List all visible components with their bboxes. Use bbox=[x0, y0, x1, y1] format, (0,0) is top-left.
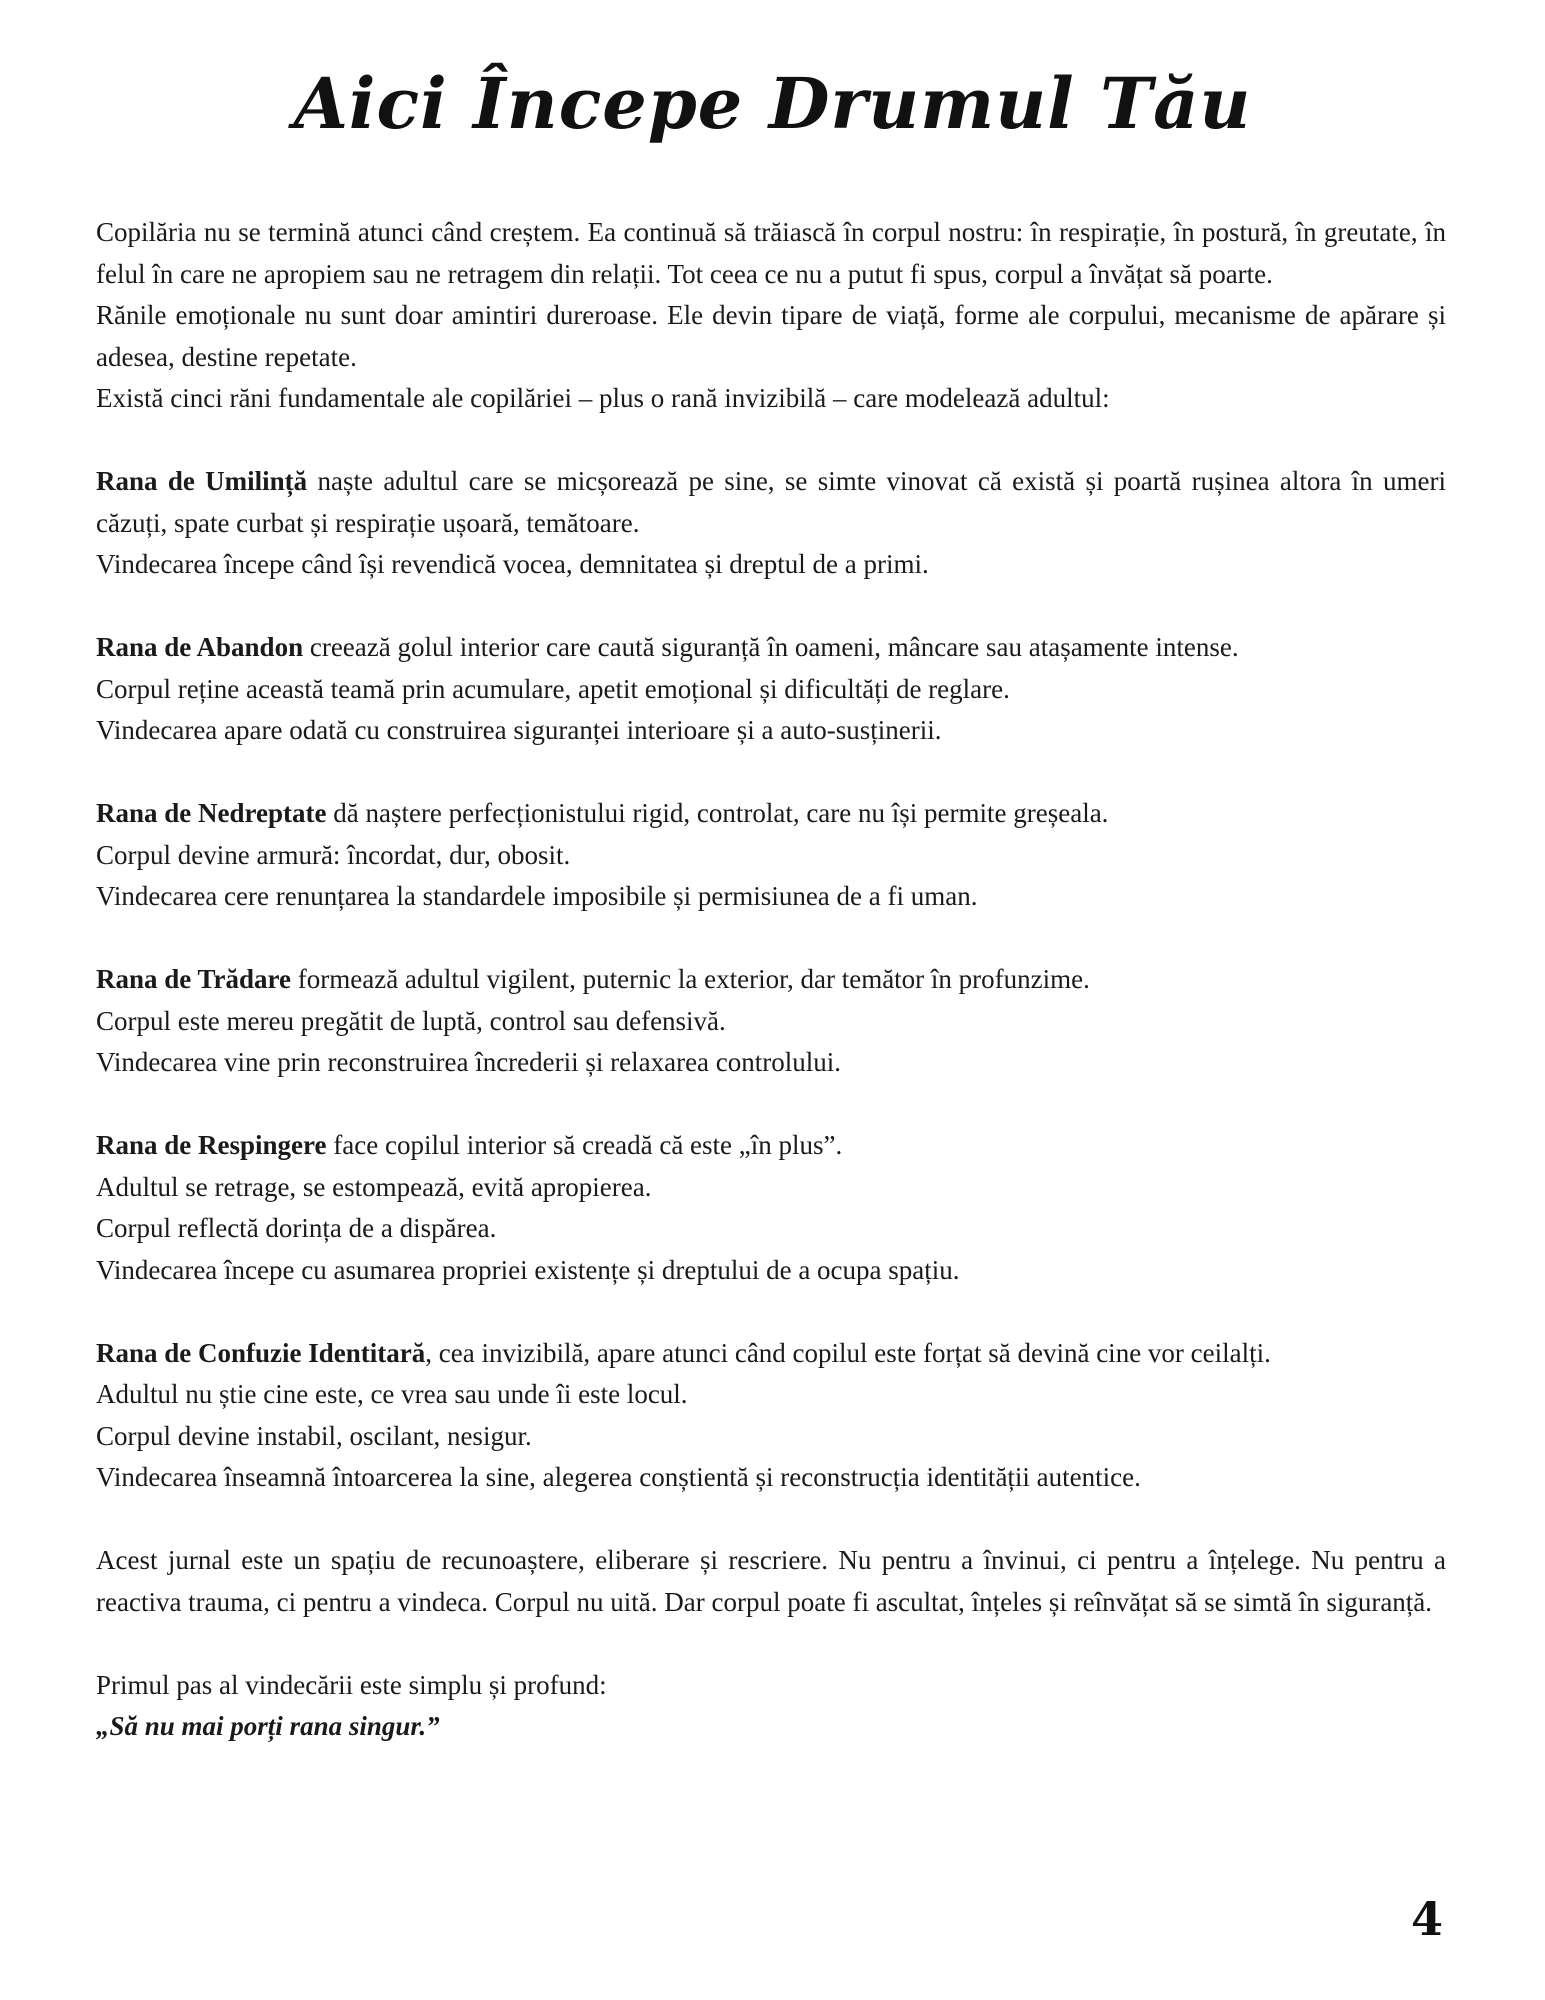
wound-line: Vindecarea începe cu asumarea propriei existențe și dreptului de a ocupa spațiu. bbox=[96, 1254, 960, 1285]
page-number: 4 bbox=[1410, 1892, 1443, 1946]
wound-section-confuzie-identitara bbox=[96, 1333, 1446, 1499]
closing-quote: „Să nu mai porți rana singur.” bbox=[96, 1711, 440, 1741]
wound-description: naște adultul care se micșorează pe sine, se simte vinovat că există și poartă rușinea altora în umeri căzuți, spate curbat și respirație ușoară, temătoare. bbox=[96, 466, 1446, 538]
page-title: Aici Începe Drumul Tău bbox=[293, 62, 1252, 145]
intro-paragraph: Există cinci răni fundamentale ale copilăriei – plus o rană invizibilă – care modelează adultul: bbox=[96, 383, 1110, 413]
wound-line: Vindecarea apare odată cu construirea siguranței interioare și a auto-susținerii. bbox=[96, 715, 942, 745]
wound-section-abandon bbox=[96, 627, 1446, 752]
wound-description: dă naștere perfecționistului rigid, controlat, care nu își permite greșeala. bbox=[326, 798, 1109, 828]
wound-description: , cea invizibilă, apare atunci când copilul este forțat să devină cine vor ceilalți. bbox=[425, 1337, 1271, 1368]
wound-line: Vindecarea începe când își revendică vocea, demnitatea și dreptul de a primi. bbox=[96, 549, 929, 579]
wound-description: creează golul interior care caută siguranță în oameni, mâncare sau atașamente intense. bbox=[303, 632, 1239, 662]
wound-line: Vindecarea vine prin reconstruirea încrederii și relaxarea controlului. bbox=[96, 1047, 842, 1077]
wound-section-umilinta bbox=[96, 461, 1446, 586]
wound-description: formează adultul vigilent, puternic la exterior, dar temător în profunzime. bbox=[291, 964, 1090, 994]
wound-line: Vindecarea înseamnă întoarcerea la sine, alegerea conștientă și reconstrucția identității autentice. bbox=[96, 1462, 1141, 1492]
wound-line: Corpul devine instabil, oscilant, nesigur. bbox=[96, 1420, 532, 1451]
wound-name: Rana de Respingere bbox=[96, 1130, 327, 1160]
wound-line: Adultul nu știe cine este, ce vrea sau unde îi este locul. bbox=[96, 1379, 688, 1409]
wound-name: Rana de Nedreptate bbox=[96, 798, 327, 828]
wound-name: Rana de Trădare bbox=[96, 964, 292, 994]
wound-name: Rana de Abandon bbox=[96, 632, 304, 662]
wound-section-tradare bbox=[96, 959, 1446, 1084]
wound-line: Corpul devine armură: încordat, dur, obosit. bbox=[96, 839, 571, 870]
wound-line: Corpul este mereu pregătit de luptă, control sau defensivă. bbox=[96, 1005, 726, 1036]
wound-section-nedreptate bbox=[96, 793, 1446, 918]
wound-line: Adultul se retrage, se estompează, evită apropierea. bbox=[96, 1171, 652, 1202]
wound-line: Corpul reflectă dorința de a dispărea. bbox=[96, 1213, 497, 1243]
wound-line: Corpul reține această teamă prin acumulare, apetit emoțional și dificultăți de reglare. bbox=[96, 673, 1010, 704]
wound-name: Rana de Confuzie Identitară bbox=[96, 1337, 426, 1368]
intro-paragraph: Copilăria nu se termină atunci când creștem. Ea continuă să trăiască în corpul nostru: în respirație, în postură, în greutate, în felul în care ne apropiem sau ne retragem din relații. Tot ceea ce nu a putut fi spus, corpul a învățat să poarte. bbox=[96, 217, 1446, 289]
wound-line: Vindecarea cere renunțarea la standardele imposibile și permisiunea de a fi uman. bbox=[96, 881, 978, 911]
wound-section-respingere bbox=[96, 1125, 1446, 1291]
closing-paragraph: Acest jurnal este un spațiu de recunoaștere, eliberare și rescriere. Nu pentru a învinui, ci pentru a înțelege. Nu pentru a reactiva trauma, ci pentru a vindeca. Corpul nu uită. Dar corpul poate fi ascultat, înțeles și reînvățat să se simtă în siguranță. bbox=[96, 1545, 1446, 1617]
body-text bbox=[96, 212, 1446, 1748]
first-step-text: Primul pas al vindecării este simplu și profund: bbox=[96, 1669, 607, 1700]
wound-name: Rana de Umilință bbox=[96, 466, 308, 496]
wound-description: face copilul interior să creadă că este „în plus”. bbox=[326, 1130, 843, 1160]
intro-paragraph: Rănile emoționale nu sunt doar amintiri dureroase. Ele devin tipare de viață, forme ale corpului, mecanisme de apărare și adesea, destine repetate. bbox=[96, 300, 1446, 372]
